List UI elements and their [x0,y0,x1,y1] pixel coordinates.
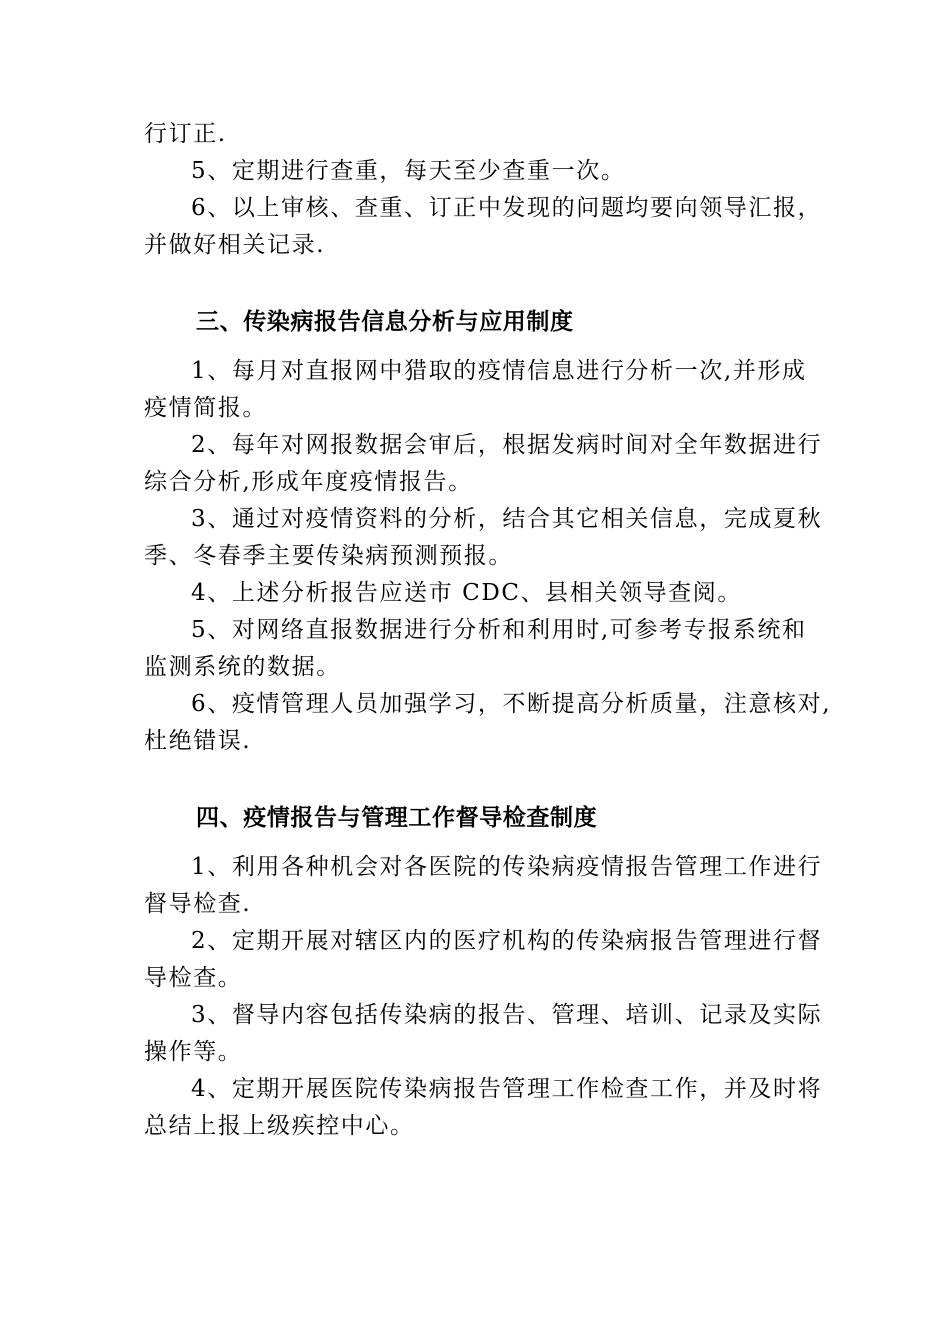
paragraph-line: 2、每年对网报数据会审后，根据发病时间对全年数据进行 [191,432,823,458]
paragraph-line: 5、对网络直报数据进行分析和利用时,可参考专报系统和 [191,617,807,643]
paragraph-line: 并做好相关记录. [144,232,326,258]
paragraph-line: 6、疫情管理人员加强学习，不断提高分析质量，注意核对, [191,691,832,717]
paragraph-line: 监测系统的数据。 [144,654,341,680]
paragraph-line: 6、以上审核、查重、订正中发现的问题均要向领导汇报， [191,195,823,221]
paragraph-line: 4、上述分析报告应送市 CDC、县相关领导查阅。 [191,580,742,606]
paragraph-line: 疫情简报。 [144,395,267,421]
paragraph-line: 1、利用各种机会对各医院的传染病疫情报告管理工作进行 [191,854,823,880]
paragraph-line: 行订正. [144,121,227,147]
paragraph-line: 1、每月对直报网中猎取的疫情信息进行分析一次,并形成 [191,358,807,384]
paragraph-line: 杜绝错误. [144,728,252,754]
paragraph-line: 总结上报上级疾控中心。 [144,1113,415,1139]
paragraph-line: 督导检查. [144,891,252,917]
paragraph-line: 3、通过对疫情资料的分析，结合其它相关信息，完成夏秋 [191,506,823,532]
paragraph-line: 操作等。 [144,1039,243,1065]
paragraph-line: 3、督导内容包括传染病的报告、管理、培训、记录及实际 [191,1002,823,1028]
paragraph-line: 季、冬春季主要传染病预测预报。 [144,543,513,569]
section-4-heading: 四、疫情报告与管理工作督导检查制度 [196,805,598,831]
section-3-heading: 三、传染病报告信息分析与应用制度 [196,309,574,335]
paragraph-line: 4、定期开展医院传染病报告管理工作检查工作，并及时将 [191,1076,823,1102]
paragraph-line: 2、定期开展对辖区内的医疗机构的传染病报告管理进行督 [191,928,823,954]
document-body [144,116,832,1145]
paragraph-line: 综合分析,形成年度疫情报告。 [144,469,473,495]
paragraph-line: 导检查。 [144,965,243,991]
paragraph-line: 5、定期进行查重，每天至少查重一次。 [191,158,626,184]
